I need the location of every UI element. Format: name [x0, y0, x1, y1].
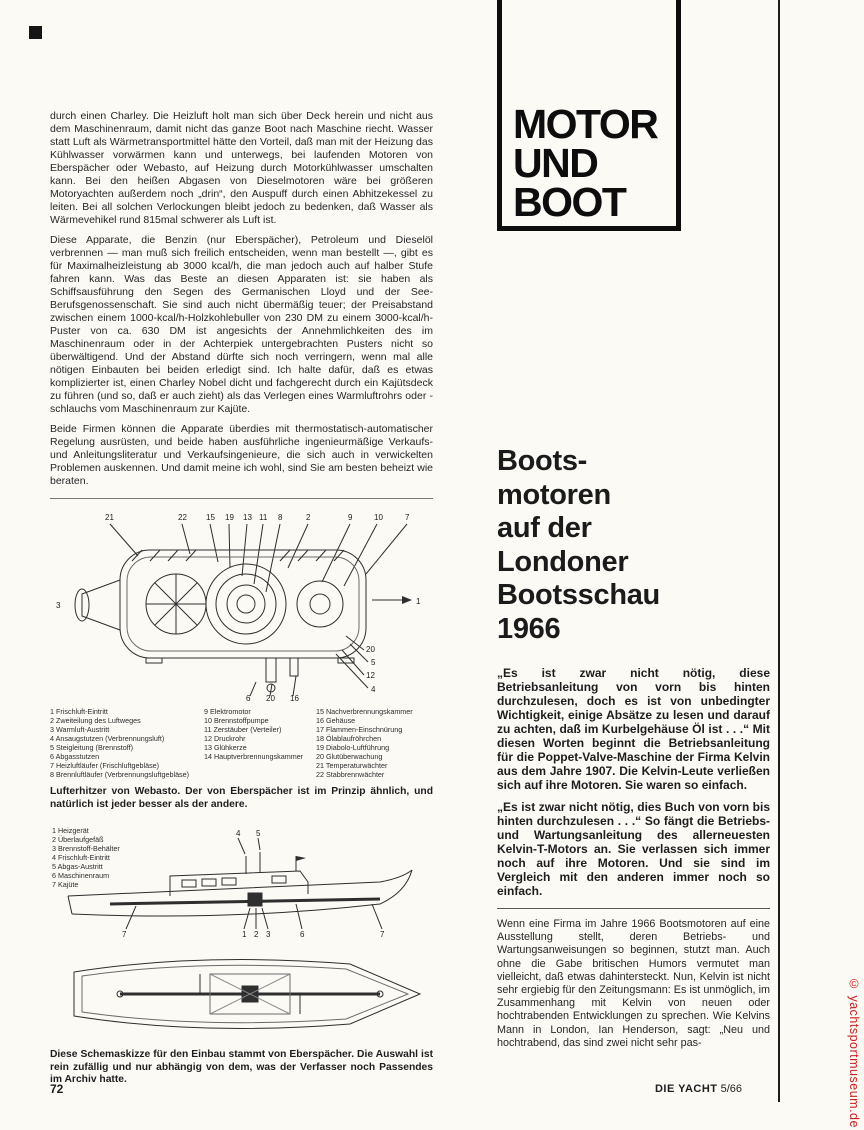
lead-paragraph: „Es ist zwar nicht nötig, dies Buch von vorn bis hinten durchzulesen . . .“ So fängt die Betriebs- und Wartungsanleitung des allerneuesten Kelvin-T-Motors an. Sie verlassen sich immer noch auf ihre Motoren. Und sie sind im Vergleich mit den anderen immer noch so einfach. [497, 800, 770, 898]
legend-item: 14 Hauptverbrennungskammer [204, 752, 304, 761]
logo-line: BOOT [513, 179, 626, 225]
legend-item: 13 Glühkerze [204, 743, 247, 752]
svg-text:1: 1 [416, 597, 421, 606]
legend-item: 17 Flammen-Einschnürung [316, 725, 403, 734]
body-paragraph: durch einen Charley. Die Heizluft holt man sich über Deck herein und nicht aus dem Maschinenraum, damit nicht das ganze Boot nach Maschine riecht. Wasser statt Luft als Wärmetransportmittel hätte den Vorteil, daß man mit der Heizung das Kühlwasser vorwärmen kann und unterwegs, bei laufenden Motoren von Eberspächer oder Webasto, auf Heizung durch Motorkühlwasser umschalten kann. Bei den heißen Abgasen von Dieselmotoren wäre bei größeren Motoryachten außerdem noch „drin“, den Auspuff durch einen Abhitzekessel zu leiten. Bei all solchen Verlockungen bleibt jedoch zu bedenken, daß Wasser als Wärmevehikel rund 815mal schwerer als Luft ist. [50, 110, 433, 226]
logo-line: UND [513, 140, 598, 186]
figure-caption: Diese Schemaskizze für den Einbau stammt von Eberspächer. Die Auswahl ist rein zufällig und nur abhängig von dem, was der Verfasser noch Passendes im Archiv hatte. [50, 1049, 433, 1086]
svg-text:12: 12 [366, 671, 375, 680]
body-paragraph: Beide Firmen können die Apparate überdies mit thermostatisch-automatischer Regelung ausrüsten, und beide haben ausführliche ingenieurmäßige Verkaufs- und Anleitungsliteratur und Verkaufsingenieure, die sich auch in verwickelten Problemen auskennen. Und damit meine ich wohl, sind Sie am besten beheizt wie beraten. [50, 423, 433, 487]
legend-item: 19 Diabolo-Luftführung [316, 743, 390, 752]
legend-item: 4 Ansaugstutzen (Verbrennungsluft) [50, 734, 165, 743]
legend-item: 16 Gehäuse [316, 716, 356, 725]
page-number: 72 [50, 1082, 64, 1096]
svg-text:10: 10 [374, 513, 383, 522]
heater-cutaway-illustration [50, 504, 433, 704]
svg-text:15: 15 [206, 513, 215, 522]
legend-item: 5 Abgas-Austritt [52, 862, 103, 872]
article-title-line: Boots- [497, 445, 588, 477]
svg-text:6: 6 [300, 930, 305, 940]
article-title-line: Londoner [497, 545, 629, 578]
svg-text:7: 7 [380, 930, 385, 940]
svg-text:4: 4 [236, 829, 241, 839]
legend-item: 2 Überlaufgefäß [52, 835, 104, 845]
svg-text:13: 13 [243, 513, 252, 522]
svg-text:21: 21 [105, 513, 114, 522]
legend-item: 2 Zweiteilung des Luftweges [50, 716, 141, 725]
svg-text:7: 7 [122, 930, 127, 940]
svg-text:8: 8 [278, 513, 283, 522]
svg-text:22: 22 [178, 513, 187, 522]
article-title-line: auf der [497, 512, 592, 544]
watermark-text: © yachtsportmuseum.de [847, 977, 861, 1128]
left-column [50, 110, 433, 1087]
legend-item: 1 Heizgerät [52, 826, 89, 836]
legend-item: 12 Druckrohr [204, 734, 246, 743]
magazine-name: DIE YACHT [654, 1083, 718, 1095]
svg-text:16: 16 [290, 694, 299, 703]
legend-item: 18 Ölablaufröhrchen [316, 734, 382, 743]
legend-item: 4 Frischluft-Eintritt [52, 853, 110, 863]
issue-number: 5/66 [720, 1083, 742, 1095]
legend-item: 6 Abgasstutzen [50, 752, 100, 761]
logo-text [513, 101, 658, 225]
motor-und-boot-logo [497, 0, 681, 231]
svg-text:5: 5 [371, 658, 376, 667]
legend-item: 15 Nachverbrennungskammer [316, 707, 413, 716]
figure-legend [50, 707, 433, 779]
svg-text:3: 3 [56, 601, 61, 610]
article-title-line: Bootsschau [497, 579, 660, 611]
legend-item: 9 Elektromotor [204, 707, 251, 716]
svg-text:4: 4 [371, 685, 376, 694]
legend-item: 7 Heizluftläufer (Frischluftgebläse) [50, 761, 160, 770]
legend-item: 21 Temperaturwächter [316, 761, 388, 770]
legend-item: 10 Brennstoffpumpe [204, 716, 269, 725]
figure-installation-sketch [50, 824, 433, 1042]
logo-line: MOTOR [513, 101, 658, 147]
lead-paragraph: „Es ist zwar nicht nötig, diese Betriebsanleitung von vorn bis hinten durchzulesen, doch es ist von unbedingter Wichtigkeit, einige Absätze zu lesen und darauf zu achten, daß im Kurbelgehäuse Öl ist . . .“ Mit diesen Worten beginnt die Betriebsanleitung für die Poppet-Valve-Maschine der Firma Kelvin aus dem Jahre 1907. Die Kelvin-Leute verließen sich auf ihre Motoren. Sie waren so einfach. [497, 666, 770, 792]
legend-item: 3 Warmluft-Austritt [50, 725, 110, 734]
legend-item: 22 Stabbrennwächter [316, 770, 385, 779]
legend-item: 8 Brennluftläufer (Verbrennungsluftgebläse) [50, 770, 190, 779]
legend-item: 3 Brennstoff-Behälter [52, 844, 120, 854]
article-text [497, 666, 770, 1050]
svg-text:6: 6 [246, 694, 251, 703]
page-corner-mark [29, 26, 42, 39]
article-title-line: motoren [497, 478, 611, 511]
svg-text:7: 7 [405, 513, 410, 522]
body-paragraph: Diese Apparate, die Benzin (nur Eberspächer), Petroleum und Dieselöl verbrennen — man muß sich freilich entscheiden, wenn man bestellt —, gibt es für Maximalheizleistung ab 3000 kcal/h, die man jedoch auch auf halber Stufe fahren kann. Was das Beste an diesen Apparaten ist: sie haben als Schiffsausführung den Segen des Germanischen Lloyd und der See-Berufsgenossenschaft. Sie sind auch nicht übermäßig teuer; der Preisabstand zwischen einem 1000-kcal/h-Holzkohlebuller von 230 DM zu einem 3000-kcal/h-Puster von ca. 630 DM ist angesichts der Annehmlichkeiten des im Maschinenraum oder in der Achterpiek untergebrachten Pusters nicht so überwältigend. Und der Abstand dürfte sich noch verringern, wenn mal alle nötigen Einbauten bei beiden erledigt sind. Ich halte dafür, daß es etwas komplizierter ist, einen Charley Nobel dicht und fachgerecht durch ein Kajütsdeck zu führen (und so, daß er auch zieht) als das Verlegen eines Warmluftrohrs oder -schlauchs vom Maschinenraum zur Kajüte. [50, 234, 433, 415]
legend-item: 20 Glutüberwachung [316, 752, 383, 761]
svg-text:5: 5 [256, 829, 261, 839]
svg-text:3: 3 [266, 930, 271, 940]
svg-text:2: 2 [254, 930, 259, 940]
legend-item: 11 Zerstäuber (Verteiler) [204, 725, 282, 734]
figure-caption: Lufterhitzer von Webasto. Der von Eberspächer ist im Prinzip ähnlich, und natürlich ist jeder besser als der andere. [50, 786, 433, 810]
svg-text:20: 20 [266, 694, 275, 703]
body-paragraph: Wenn eine Firma im Jahre 1966 Bootsmotoren auf eine Ausstellung stellt, deren Betriebs- und Wartungsanweisungen so beginnen, stutzt man. Auch ohne die Gabe britischen Humors vermutet man vielleicht, daß etwas dahintersteckt. Nun, Kelvin ist nicht sehr ergiebig für den Zeitungsmann: Es ist unmöglich, im Zusammenhang mit Kelvin von neuen oder hochtrabenden Entwicklungen zu sprechen. Wie Kelvins Mann in London, Ian Henderson, sagt: „Neu und hochtrabend, das sind zwei nicht sehr pas- [497, 918, 770, 1049]
legend-item: 6 Maschinenraum [52, 871, 110, 881]
svg-text:2: 2 [306, 513, 311, 522]
figure-legend [52, 826, 164, 889]
svg-text:9: 9 [348, 513, 353, 522]
right-vertical-rule [778, 0, 780, 1102]
legend-item: 7 Kajüte [52, 880, 79, 890]
svg-text:19: 19 [225, 513, 234, 522]
section-divider [497, 908, 770, 909]
svg-text:11: 11 [259, 513, 268, 522]
article-title-line: 1966 [497, 612, 561, 645]
article-title [497, 445, 660, 646]
figure-heater-cutaway [50, 498, 433, 779]
svg-text:1: 1 [242, 930, 247, 940]
magazine-footer [497, 1083, 770, 1095]
legend-item: 1 Frischluft-Eintritt [50, 707, 108, 716]
svg-text:20: 20 [366, 645, 375, 654]
legend-item: 5 Steigleitung (Brennstoff) [50, 743, 133, 752]
